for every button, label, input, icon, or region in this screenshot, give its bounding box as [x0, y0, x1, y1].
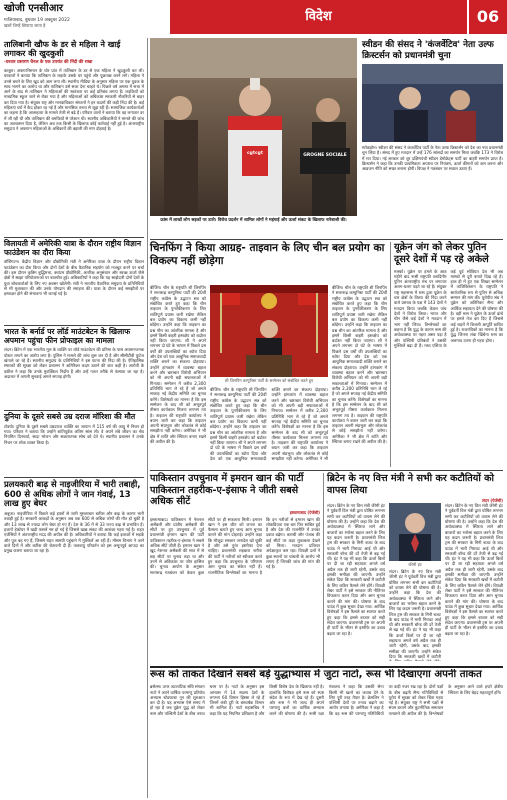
- story-china: [150, 285, 387, 465]
- divider: [150, 239, 503, 240]
- story-ukraine: [394, 242, 503, 467]
- divider: [150, 470, 503, 471]
- protest-sign-cgt: cgtcgt: [246, 151, 264, 156]
- story-science-body: वॉशिंगटन। केंद्रीय विज्ञान और प्रौद्योगिकी मंत्री ने अमेरिका यात्रा के दौरान राष्ट्रीय विज्ञान फाउंडेशन का दौरा किया और दोनों देशों के बीच वैज्ञानिक सहयोग को मजबूत करने पर चर्चा की। इस दौरान कृत्रिम बुद्धिमत्ता, क्वांटम प्रौद्योगिकी, अंतरिक्ष अनुसंधान और स्वच्छ ऊर्जा जैसे क्षेत्रों में साझा परियोजनाओं पर बातचीत हुई। अधिकारियों ने कहा कि यह साझेदारी दोनों देशों के युवा शोधकर्ताओं के लिए नए अवसर खोलेगी। मंत्री ने भारतीय वैज्ञानिक समुदाय के प्रतिनिधियों से भी मुलाकात की और उनके योगदान की सराहना की। यात्रा के दौरान कई समझौतों पर हस्ताक्षर होने की संभावना भी जताई गई है।: [4, 259, 144, 297]
- column-rule: [323, 473, 324, 663]
- hunt-photo-illustration: [389, 503, 441, 561]
- story-pakistan-body: इस्लामाबाद। पाकिस्तान में नेशनल असेंबली और प्रांतीय असेंबली की सीटों पर हुए उपचुनाव में पूर्व प्रधानमंत्री इमरान खान की पार्टी पाकिस्तान तहरीक-ए-इंसाफ ने सबसे अधिक सीटें जीती हैं। इमरान खान ने खुद नेशनल असेंबली की सात में से छह सीटों पर चुनाव लड़ा था और उनमें से अधिकांश पर जीत हासिल की। चुनाव आयोग के अनुसार सत्तारूढ़ गठबंधन को केवल कुछ सीटों पर ही सफलता मिली। इमरान खान ने इस जीत को जनता का फैसला बताते हुए जल्द आम चुनाव कराने की मांग दोहराई। उन्होंने कहा कि मौजूदा सरकार जनादेश खो चुकी है और उसे तुरंत इस्तीफा देना चाहिए। प्रधानमंत्री शहबाज शरीफ की पार्टी ने नतीजों को स्वीकार करते हुए कहा कि उपचुनाव के परिणाम आम चुनाव का संकेत नहीं हैं। राजनीतिक विश्लेषकों का मानना है कि इन नतीजों से इमरान खान की लोकप्रियता एक बार फिर साबित हुई है और देश की राजनीति में उनका दबाव बढ़ेगा। कराची और पंजाब की कई सीटों पर कड़ा मुकाबला देखने को मिला। मतदान प्रतिशत अपेक्षाकृत कम रहा। विपक्षी दलों ने कुछ स्थानों पर धांधली के आरोप भी लगाए हैं जिनकी जांच की मांग की गई है।: [150, 516, 320, 575]
- story-mountbatten: [4, 328, 144, 408]
- brand-tagline: ख़बरें जिन्हें छिपाया जाता है: [4, 23, 46, 29]
- story-science: [4, 240, 144, 322]
- story-nigeria-body: अबुजा। नाइजीरिया में पिछले कई हफ्तों से जारी मूसलाधार बारिश और बाढ़ के कारण भारी तबाही हुई है। सरकारी आंकड़ों के अनुसार अब तक 600 से अधिक लोगों की मौत हो चुकी है और 13 लाख से ज्यादा लोग बेघर हो गए हैं। देश के 36 में से 33 राज्य बाढ़ से प्रभावित हैं। हजारों हेक्टेयर में खड़ी फसलें नष्ट हो गई हैं जिससे खाद्य संकट की आशंका गहरा गई है। राहत एजेंसियों ने अंतरराष्ट्रीय मदद की अपील की है। अधिकारियों ने बताया कि कई इलाकों में सड़कें और पुल बह गए हैं, जिससे राहत सामग्री पहुंचाने में मुश्किलें आ रही हैं। मौसम विभाग ने आने वाले दिनों में और बारिश की चेतावनी दी है। जलवायु परिवर्तन को इस अभूतपूर्व आपदा का प्रमुख कारण बताया जा रहा है।: [4, 510, 144, 554]
- masthead-brand-block: [0, 0, 170, 34]
- divider: [4, 325, 144, 326]
- story-mountbatten-headline: भारत के बर्नार्ड पर लॉर्ड माउंटबेटन के खिलाफ अपमान पहुंचा फीन प्रोफाइल का मामला: [4, 327, 131, 345]
- story-science-headline: विलायती में अमेरिकी यात्रा के दौरान राष्ट्रीय विज्ञान फाउंडेशन का दौरा किया: [4, 239, 142, 257]
- divider: [4, 477, 144, 478]
- column-rule: [147, 38, 148, 798]
- xi-photo-caption: शी जिनपिंग कम्युनिस्ट पार्टी के सम्मेलन को संबोधित करते हुए: [224, 378, 314, 383]
- protest-sign-grogne: GROGNE SOCIALE: [303, 153, 347, 158]
- story-britain-byline: लंदन (ऐजेंसी): [481, 498, 503, 503]
- sweden-pm-photo: [362, 64, 503, 142]
- section-title: विदेश: [170, 0, 467, 34]
- story-china-headline: चिनफिंग ने किया आग्रह- ताइवान के लिए चीन बल प्रयोग का विकल्प नहीं छोड़ेगा: [150, 242, 385, 267]
- story-nato-headline: रूस को ताकत दिखाने सबसे बड़े युद्धाभ्यास में जुटा नाटो, रूस भी दिखाएगा अपनी ताकत: [150, 669, 482, 680]
- story-nato: [150, 669, 503, 797]
- story-taliban-headline: तालिबानी खौफ के डर से महिला ने खाई लगाकर की खुदकुशी: [4, 40, 121, 59]
- story-britain: [327, 473, 503, 663]
- story-china-body-lead: बीजिंग। चीन के राष्ट्रपति शी जिनपिंग ने सत्तारूढ़ कम्युनिस्ट पार्टी की 20वीं राष्ट्रीय कांग्रेस के उद्घाटन सत्र को संबोधित करते हुए कहा कि चीन ताइवान के पुनर्एकीकरण के लिए शांतिपूर्ण प्रयास जारी रखेगा लेकिन बल प्रयोग का विकल्प कभी नहीं छोड़ेगा। उन्होंने कहा कि ताइवान का प्रश्न चीन का आंतरिक मामला है और इसमें किसी बाहरी हस्तक्षेप को बर्दाश्त नहीं किया जाएगा। शी ने अपने लगभग दो घंटे के भाषण में पिछले दस वर्षों की उपलब्धियों का ब्योरा दिया और देश को एक आधुनिक समाजवादी शक्ति बनाने का संकल्प दोहराया। उन्होंने हांगकांग में व्यवस्था बहाल करने और भ्रष्टाचार विरोधी अभियान को भी अपनी बड़ी सफलताओं में गिनाया। सम्मेलन में करीब 2,300 प्रतिनिधि भाग ले रहे हैं जो अगले सप्ताह नई केंद्रीय समिति का चुनाव करेंगे। विशेषज्ञों का मानना है कि इस सम्मेलन के बाद शी को अभूतपूर्व तीसरा कार्यकाल मिलना लगभग तय है। ताइवान की राष्ट्रपति कार्यालय ने बयान जारी कर कहा कि ताइवान अपनी संप्रभुता और लोकतंत्र से कोई समझौता नहीं करेगा। अमेरिका ने भी क्षेत्र में शांति और स्थिरता बनाए रखने की अपील की है।: [150, 285, 206, 445]
- hunt-photo: [389, 503, 441, 561]
- story-taliban-subhead: -घरवार प्रसारण चैनल के एक उपरांत की निंदी की राखा: [4, 60, 93, 66]
- column-rule: [390, 242, 391, 467]
- issue-date: गाजियाबाद, बुधवार 19 अक्टूबर 2022: [4, 17, 70, 23]
- story-china-head: [150, 242, 387, 282]
- story-oldest-body: टोक्यो। दुनिया के दूसरे सबसे उम्रदराज व्यक्ति का जापान में 115 वर्ष की आयु में निधन हो गया। परिवार ने बताया कि उन्होंने शांतिपूर्वक अंतिम सांस ली। वे अपने लंबे जीवन का श्रेय नियमित दिनचर्या, सादा भोजन और सकारात्मक सोच को देते थे। स्थानीय प्रशासन ने उनके निधन पर शोक व्यक्त किया है।: [4, 423, 144, 445]
- story-sweden-body: स्टॉकहोम। स्वीडन की संसद ने कंजर्वेटिव पार्टी के नेता उल्फ क्रिस्टर्सन को देश का नया प्रधानमंत्री चुन लिया है। संसद में हुए मतदान में उन्हें 176 सांसदों का समर्थन मिला जबकि 173 ने विरोध में मत दिया। नई सरकार को धुर दक्षिणपंथी स्वीडन डेमोक्रेट्स पार्टी का बाहरी समर्थन प्राप्त है। क्रिस्टर्सन ने कहा कि उनकी प्राथमिकता अपराध पर नियंत्रण, ऊर्जा कीमतों को कम करना और आव्रजन नीति को सख्त बनाना होगी। विपक्ष ने गठबंधन पर सवाल उठाए हैं।: [362, 145, 503, 172]
- story-oldest-headline: दुनिया के दूसरे सबसे उम्र दराज मॉरिशा की मौत: [4, 412, 136, 421]
- story-taliban: [4, 40, 144, 235]
- story-britain-body-right: लंदन। ब्रिटेन के नए वित्त मंत्री जेरेमी हंट ने पूर्ववर्ती वित्त मंत्री द्वारा घोषित लगभग सभी कर कटौतियों को वापस लेने की घोषणा की है। उन्होंने कहा कि देश की अर्थव्यवस्था में स्थिरता लाने और बाजारों का भरोसा बहाल करने के लिए यह कदम जरूरी है। प्रधानमंत्री लिज ट्रस की सरकार के मिनी बजट के बाद पाउंड में भारी गिरावट आई थी और सरकारी बॉन्ड की दरें तेजी से बढ़ गई थीं। हंट ने यह भी कहा कि ऊर्जा बिलों पर दी जा रही सहायता अगले वर्ष अप्रैल तक ही जारी रहेगी, उसके बाद इसकी समीक्षा की जाएगी। उन्होंने संकेत दिया कि सरकारी खर्चों में कटौती के लिए कठिन फैसले लेने होंगे। विपक्षी लेबर पार्टी ने इसे सरकार की नीतिगत विफलता करार दिया और आम चुनाव कराने की मांग की। घोषणा के बाद पाउंड में कुछ सुधार देखा गया। आर्थिक विशेषज्ञों ने इस फैसले का स्वागत करते हुए कहा कि इससे बाजार को सही संदेश जाएगा। प्रधानमंत्री ट्रस पर अपनी ही पार्टी के भीतर से इस्तीफे का दबाव बढ़ता जा रहा है।: [445, 503, 503, 636]
- story-mountbatten-body: लंदन। ब्रिटेन में एक भारतीय मूल के व्यक्ति पर लॉर्ड माउंटबेटन की प्रतिमा के पास अपमानजनक पोस्टर लगाने का आरोप लगा है। पुलिस ने मामले की जांच शुरू कर दी है और सीसीटीवी फुटेज खंगाले जा रहे हैं। स्थानीय समुदाय के प्रतिनिधियों ने इस घटना की निंदा की है। ऐतिहासिक स्मारकों की सुरक्षा को लेकर प्रशासन ने अतिरिक्त कदम उठाने की बात कही है। आरोपी के वकील ने कहा कि उनके मुवक्किल निर्दोष हैं और उन्हें गलत तरीके से फंसाया जा रहा है। अदालत में अगली सुनवाई अगले सप्ताह होगी।: [4, 347, 144, 379]
- story-britain-body-mid: लंदन। ब्रिटेन के नए वित्त मंत्री जेरेमी हंट ने पूर्ववर्ती वित्त मंत्री द्वारा घोषित लगभग सभी कर कटौतियों को वापस लेने की घोषणा की है। उन्होंने कहा कि देश की अर्थव्यवस्था में स्थिरता लाने और बाजारों का भरोसा बहाल करने के लिए यह कदम जरूरी है। प्रधानमंत्री लिज ट्रस की सरकार के मिनी बजट के बाद पाउंड में भारी गिरावट आई थी और सरकारी बॉन्ड की दरें तेजी से बढ़ गई थीं। हंट ने यह भी कहा कि ऊर्जा बिलों पर दी जा रही सहायता अगले वर्ष अप्रैल तक ही जारी रहेगी, उसके बाद इसकी समीक्षा की जाएगी। उन्होंने संकेत दिया कि सरकारी खर्चों में कटौती: [389, 569, 441, 659]
- xi-photo-illustration: [210, 285, 328, 377]
- story-pakistan-byline: इस्लामाबाद (ऐजेंसी): [289, 509, 320, 515]
- story-oldest: [4, 413, 144, 475]
- story-sweden-headline: स्वीडन की संसद ने 'कंजर्वेटिव' नेता उल्फ क्रिस्टर्सन को प्रधानमंत्री चुना: [362, 40, 494, 61]
- sweden-pm-illustration: [362, 64, 503, 142]
- hunt-photo-caption: जेरेमी हंट: [408, 562, 422, 567]
- divider: [150, 666, 503, 668]
- page-number: 06: [467, 0, 507, 34]
- story-china-body-right: बीजिंग। चीन के राष्ट्रपति शी जिनपिंग ने सत्तारूढ़ कम्युनिस्ट पार्टी की 20वीं राष्ट्रीय कांग्रेस के उद्घाटन सत्र को संबोधित करते हुए कहा कि चीन ताइवान के पुनर्एकीकरण के लिए शांतिपूर्ण प्रयास जारी रखेगा लेकिन बल प्रयोग का विकल्प कभी नहीं छोड़ेगा। उन्होंने कहा कि ताइवान का प्रश्न चीन का आंतरिक मामला है और इसमें किसी बाहरी हस्तक्षेप को बर्दाश्त नहीं किया जाएगा। शी ने अपने लगभग दो घंटे के भाषण में पिछले दस वर्षों की उपलब्धियों का ब्योरा दिया और देश को एक आधुनिक समाजवादी शक्ति बनाने का संकल्प दोहराया। उन्होंने हांगकांग में व्यवस्था बहाल करने और भ्रष्टाचार विरोधी अभियान को भी अपनी बड़ी सफलताओं में गिनाया। सम्मेलन में करीब 2,300 प्रतिनिधि भाग ले रहे हैं जो अगले सप्ताह नई केंद्रीय समिति का चुनाव करेंगे। विशेषज्ञों का मानना है कि इस सम्मेलन के बाद शी को अभूतपूर्व तीसरा कार्यकाल मिलना लगभग तय है। ताइवान की राष्ट्रपति कार्यालय ने बयान जारी कर कहा कि ताइवान अपनी संप्रभुता और लोकतंत्र से कोई समझौता नहीं करेगा। अमेरिका ने भी क्षेत्र में शांति और स्थिरता बनाए रखने की अपील की है।: [332, 285, 387, 445]
- protest-photo-illustration: [150, 38, 357, 216]
- story-pakistan: [150, 473, 320, 663]
- story-nigeria-headline: प्रलयकारी बाढ़ से नाइजीरिया में भारी तबाही, 600 से अधिक लोगों ने जान गंवाई, 13 लाख हुए बेघर: [4, 479, 141, 509]
- story-britain-body-left: लंदन। ब्रिटेन के नए वित्त मंत्री जेरेमी हंट ने पूर्ववर्ती वित्त मंत्री द्वारा घोषित लगभग सभी कर कटौतियों को वापस लेने की घोषणा की है। उन्होंने कहा कि देश की अर्थव्यवस्था में स्थिरता लाने और बाजारों का भरोसा बहाल करने के लिए यह कदम जरूरी है। प्रधानमंत्री लिज ट्रस की सरकार के मिनी बजट के बाद पाउंड में भारी गिरावट आई थी और सरकारी बॉन्ड की दरें तेजी से बढ़ गई थीं। हंट ने यह भी कहा कि ऊर्जा बिलों पर दी जा रही सहायता अगले वर्ष अप्रैल तक ही जारी रहेगी, उसके बाद इसकी समीक्षा की जाएगी। उन्होंने संकेत दिया कि सरकारी खर्चों में कटौती के लिए कठिन फैसले लेने होंगे। विपक्षी लेबर पार्टी ने इसे सरकार की नीतिगत विफलता करार दिया और आम चुनाव कराने की मांग की। घोषणा के बाद पाउंड में कुछ सुधार देखा गया। आर्थिक विशेषज्ञों ने इस फैसले का स्वागत करते हुए कहा कि इससे बाजार को सही संदेश जाएगा। प्रधानमंत्री ट्रस पर अपनी ही पार्टी के भीतर से इस्तीफे का दबाव बढ़ता जा रहा है।: [327, 503, 385, 636]
- story-pakistan-headline: पाकिस्तान उपचुनाव में इमरान खान की पार्टी पाकिस्तान तहरीक-ए-इंसाफ ने जीती सबसे अधिक सीटें: [150, 473, 304, 507]
- brand-title: खोजी एनसीआर: [4, 3, 64, 14]
- xi-photo: [210, 285, 328, 377]
- protest-photo-caption: फ्रांस में लाखों लोग सड़कों पर उतरे। विरोध प्रदर्शन में शामिल लोगों ने महंगाई और ऊर्जा संकट के खिलाफ नारेबाजी की।: [160, 218, 347, 223]
- story-sweden: [362, 40, 503, 236]
- divider: [4, 237, 144, 238]
- story-ukraine-body: मास्को। यूक्रेन पर हमले के आठ महीने बाद रूसी राष्ट्रपति व्लादिमीर पुतिन अंतरराष्ट्रीय मंच पर लगातार अलग-थलग पड़ते जा रहे हैं। संयुक्त राष्ट्र महासभा में रूस द्वारा यूक्रेन के चार क्षेत्रों के विलय की निंदा करने वाले प्रस्ताव के पक्ष में 143 देशों ने मतदान किया जबकि केवल पांच देशों ने विरोध किया। भारत और चीन जैसे कई देशों ने मतदान में भाग नहीं लिया। विश्लेषकों का कहना है कि युद्ध के कारण रूस की अर्थव्यवस्था पर गहरा असर पड़ा है और पश्चिमी प्रतिबंधों ने उसकी मुश्किलें बढ़ा दी हैं। मध्य एशिया के कई पूर्व सोवियत देश भी अब मास्को से दूरी बनाते दिख रहे हैं। हाल ही में हुए एक शिखर सम्मेलन में ताजिकिस्तान के राष्ट्रपति ने सार्वजनिक रूप से पुतिन से अधिक सम्मान की मांग की। यूरोपीय संघ ने यूक्रेन को अतिरिक्त सैन्य और आर्थिक सहायता देने की घोषणा की है। वहीं रूस ने यूक्रेन के ऊर्जा ढांचे पर हमले तेज कर दिए हैं जिससे कई शहरों में बिजली आपूर्ति बाधित हुई है। राजनयिकों का मानना है कि युद्ध जितना लंबा खिंचेगा रूस का अलगाव उतना ही गहरा होगा।: [394, 268, 503, 348]
- protest-photo: [150, 38, 357, 216]
- divider: [4, 410, 144, 411]
- story-nigeria: [4, 480, 144, 796]
- masthead: [0, 0, 507, 34]
- story-ukraine-headline: यूक्रेन जंग को लेकर पुतिन दूसरे देशों में पड़ रहे अकेले: [394, 242, 489, 265]
- story-china-body-lower: बीजिंग। चीन के राष्ट्रपति शी जिनपिंग ने सत्तारूढ़ कम्युनिस्ट पार्टी की 20वीं राष्ट्रीय कांग्रेस के उद्घाटन सत्र को संबोधित करते हुए कहा कि चीन ताइवान के पुनर्एकीकरण के लिए शांतिपूर्ण प्रयास जारी रखेगा लेकिन बल प्रयोग का विकल्प कभी नहीं छोड़ेगा। उन्होंने कहा कि ताइवान का प्रश्न चीन का आंतरिक मामला है और इसमें किसी बाहरी हस्तक्षेप को बर्दाश्त नहीं किया जाएगा। शी ने अपने लगभग दो घंटे के भाषण में पिछले दस वर्षों की उपलब्धियों का ब्योरा दिया और देश को एक आधुनिक समाजवादी शक्ति बनाने का संकल्प दोहराया। उन्होंने हांगकांग में व्यवस्था बहाल करने और भ्रष्टाचार विरोधी अभियान को भी अपनी बड़ी सफलताओं में गिनाया। सम्मेलन में करीब 2,300 प्रतिनिधि भाग ले रहे हैं जो अगले सप्ताह नई केंद्रीय समिति का चुनाव करेंगे। विशेषज्ञों का मानना है कि इस सम्मेलन के बाद शी को अभूतपूर्व तीसरा कार्यकाल मिलना लगभग तय है। ताइवान की राष्ट्रपति कार्यालय ने बयान जारी कर कहा कि ताइवान अपनी संप्रभुता और लोकतंत्र से कोई समझौता नहीं करेगा। अमेरिका ने भी: [210, 387, 328, 462]
- story-britain-headline: ब्रिटेन के नए वित्त मंत्री ने सभी कर कटौतियों को वापस लिया: [327, 473, 495, 496]
- story-nato-body: ब्रसेल्स। उत्तर अटलांटिक संधि संगठन नाटो ने अपने वार्षिक परमाणु प्रतिरोध अभ्यास स्टेडफास्ट नून की शुरुआत कर दी है। यह अभ्यास ऐसे समय में हो रहा है जब यूक्रेन युद्ध को लेकर रूस और पश्चिमी देशों के बीच तनाव चरम पर है। नाटो के अनुसार इस अभ्यास में 14 सदस्य देशों के लगभग 60 विमान हिस्सा ले रहे हैं जिनमें लंबी दूरी के बमवर्षक विमान भी शामिल हैं। नाटो महासचिव ने कहा कि यह नियमित प्रशिक्षण है और किसी विशेष देश के खिलाफ नहीं है। हालांकि विशेषज्ञ इसे रूस को स्पष्ट संदेश के रूप में देख रहे हैं। दूसरी ओर रूस ने भी जल्द ही अपने परमाणु बलों का वार्षिक अभ्यास करने की घोषणा की है। रूसी रक्षा मंत्रालय ने कहा कि उसकी सेना किसी भी खतरे का जवाब देने के लिए पूरी तरह तैयार है। क्रेमलिन ने पश्चिमी देशों पर तनाव बढ़ाने का आरोप लगाया है। अमेरिका ने कहा है कि वह रूस की परमाणु गतिविधियों पर कड़ी नजर रख रहा है। दोनों पक्षों के बीच बढ़ती सैन्य गतिविधियों से यूरोप में सुरक्षा को लेकर चिंता गहरा गई है। संयुक्त राष्ट्र ने सभी पक्षों से संयम बरतने और कूटनीतिक समाधान तलाशने की अपील की है। विश्लेषकों के अनुसार आने वाले हफ्ते क्षेत्रीय स्थिरता के लिए बेहद महत्वपूर्ण होंगे।: [150, 684, 503, 716]
- story-taliban-body: काबुल। अफगानिस्तान के घोर प्रांत में तालिबान के डर से एक महिला ने खुदकुशी कर ली। घरवालों ने बताया कि तालिबान के लड़ाके उसके घर पहुंचे और पूछताछ करने लगे। महिला ने उनसे बचने के लिए खुद को आग लगा ली। स्थानीय मीडिया के अनुसार महिला पर एक युवक के साथ भागने का आरोप था और तालिबान उसे सजा देना चाहते थे। पिछले वर्ष अगस्त में सत्ता में आने के बाद से तालिबान ने महिलाओं की स्वतंत्रता पर कई प्रतिबंध लगाए हैं। लड़कियों को माध्यमिक स्कूल जाने से रोका गया है और महिलाओं को अधिकांश सरकारी नौकरियों से बाहर कर दिया गया है। संयुक्त राष्ट्र और मानवाधिकार संगठनों ने इन कदमों की कड़ी निंदा की है। कई महिलाएं घरों में कैद होकर रह गई हैं और मानसिक तनाव से जूझ रही हैं। सामाजिक कार्यकर्ताओं का कहना है कि आत्महत्या के मामले तेजी से बढ़े हैं। परिवार वालों ने बताया कि वह लगातार डर में जी रही थी और तालिबान की धमकियों से परेशान थी। स्थानीय अधिकारियों ने मामले की जांच का आश्वासन दिया है, लेकिन अब तक किसी के खिलाफ कोई कार्रवाई नहीं हुई है। अंतरराष्ट्रीय समुदाय ने अफगान महिलाओं के अधिकारों की बहाली की मांग दोहराई है।: [4, 67, 144, 132]
